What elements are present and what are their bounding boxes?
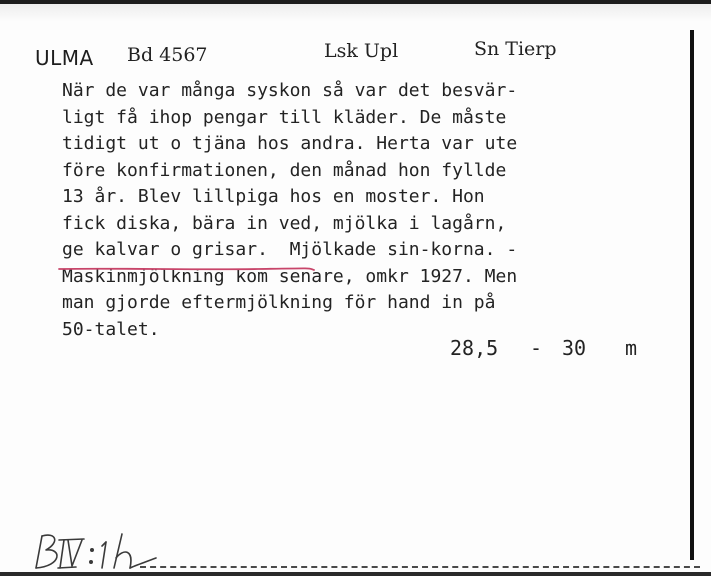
- depth-to: 30: [562, 336, 587, 360]
- card-right-rule: [690, 30, 694, 560]
- body-line: 50-talet.: [62, 318, 160, 340]
- province-field: Lsk Upl: [324, 40, 399, 62]
- body-line: När de var många syskon så var det besvär-: [62, 80, 518, 101]
- body-line: fick diska, bära in ved, mjölka i lagårn,: [62, 212, 507, 234]
- body-line: Maskinmjölkning kom senare, omkr 1927. Men: [62, 265, 518, 287]
- depth-from: 28,5: [450, 336, 499, 360]
- pink-underline-mark: [58, 266, 316, 272]
- body-line: man gjorde eftermjölkning för hand in på: [62, 292, 496, 313]
- body-line: ge kalvar o grisar. Mjölkade sin-korna. -: [62, 239, 518, 260]
- handwritten-signum: [26, 528, 166, 574]
- body-line: ligt få ihop pengar till kläder. De måste: [62, 106, 507, 128]
- depth-dash: -: [530, 336, 543, 360]
- body-line: före konfirmationen, den månad hon fyllde: [62, 159, 507, 181]
- card-bottom-perforation: [140, 566, 700, 568]
- body-line: tidigt ut o tjäna hos andra. Herta var ute: [62, 133, 518, 154]
- parish-field: Sn Tierp: [474, 38, 557, 60]
- record-number: Bd 4567: [127, 44, 208, 66]
- scan-top-smudge: [0, 4, 711, 22]
- archive-name: ULMA: [35, 46, 94, 70]
- body-line: 13 år. Blev lillpiga hos en moster. Hon: [62, 186, 485, 207]
- depth-unit: m: [625, 336, 638, 360]
- record-body-text: [62, 78, 662, 343]
